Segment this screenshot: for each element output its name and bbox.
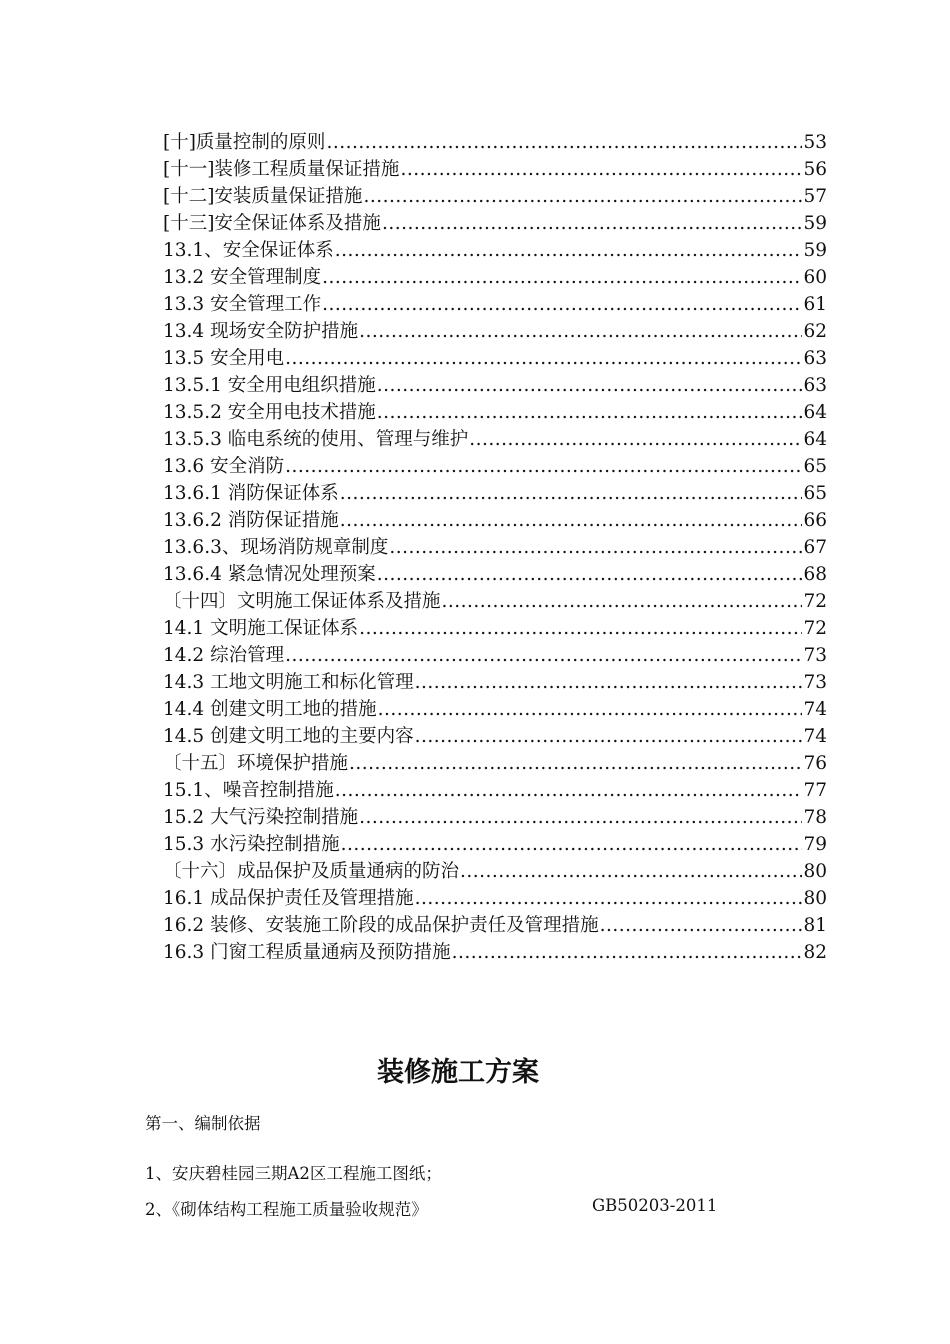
toc-entry-page-number: 72: [803, 591, 827, 612]
toc-entry[interactable]: [163, 399, 827, 426]
toc-entry-title: 14.1 文明施工保证体系: [163, 618, 359, 639]
toc-entry-title: 〔十五〕环境保护措施: [163, 753, 349, 774]
toc-entry-page-number: 56: [803, 159, 827, 180]
toc-entry-title: 13.6.4 紧急情况处理预案: [163, 564, 376, 585]
toc-dot-leader: [415, 885, 803, 912]
toc-entry[interactable]: [163, 723, 827, 750]
toc-entry-page-number: 68: [803, 564, 827, 585]
toc-entry[interactable]: [163, 264, 827, 291]
toc-dot-leader: [377, 372, 803, 399]
toc-entry[interactable]: [163, 885, 827, 912]
toc-entry-title: [十三]安全保证体系及措施: [163, 213, 381, 234]
toc-entry[interactable]: [163, 615, 827, 642]
toc-dot-leader: [377, 399, 803, 426]
toc-entry[interactable]: [163, 480, 827, 507]
toc-entry[interactable]: [163, 426, 827, 453]
toc-entry-title: [十二]安装质量保证措施: [163, 186, 363, 207]
toc-entry-page-number: 61: [803, 294, 827, 315]
toc-entry[interactable]: [163, 453, 827, 480]
toc-dot-leader: [363, 183, 802, 210]
toc-entry[interactable]: [163, 345, 827, 372]
toc-entry[interactable]: [163, 642, 827, 669]
toc-entry-title: 13.6.3、现场消防规章制度: [163, 537, 389, 558]
toc-entry-title: 15.2 大气污染控制措施: [163, 807, 359, 828]
standard-code: GB50203-2011: [592, 1196, 718, 1215]
toc-dot-leader: [469, 426, 802, 453]
toc-entry-title: 15.3 水污染控制措施: [163, 834, 340, 855]
toc-entry[interactable]: [163, 507, 827, 534]
toc-entry-title: 14.5 创建文明工地的主要内容: [163, 726, 414, 747]
toc-entry[interactable]: [163, 534, 827, 561]
toc-dot-leader: [340, 480, 803, 507]
toc-entry-page-number: 59: [803, 213, 827, 234]
toc-entry[interactable]: [163, 210, 827, 237]
toc-entry[interactable]: [163, 858, 827, 885]
toc-dot-leader: [452, 939, 803, 966]
toc-entry-title: 15.1、噪音控制措施: [163, 780, 334, 801]
toc-entry-title: 〔十四〕文明施工保证体系及措施: [163, 591, 441, 612]
toc-dot-leader: [322, 264, 802, 291]
toc-entry-title: 13.5.1 安全用电组织措施: [163, 375, 376, 396]
basis-item: 1、安庆碧桂园三期A2区工程施工图纸；: [145, 1164, 442, 1183]
toc-dot-leader: [326, 129, 802, 156]
toc-entry-page-number: 65: [803, 456, 827, 477]
toc-dot-leader: [322, 291, 802, 318]
toc-entry-title: 16.3 门窗工程质量通病及预防措施: [163, 942, 451, 963]
toc-entry-title: 〔十六〕成品保护及质量通病的防治: [163, 861, 460, 882]
toc-entry-title: [十]质量控制的原则: [163, 132, 326, 153]
toc-entry-page-number: 72: [803, 618, 827, 639]
toc-entry[interactable]: [163, 561, 827, 588]
toc-entry-page-number: 64: [803, 429, 827, 450]
table-of-contents: [163, 129, 827, 966]
toc-entry[interactable]: [163, 291, 827, 318]
toc-entry-page-number: 81: [803, 915, 827, 936]
toc-entry-page-number: 60: [803, 267, 827, 288]
toc-dot-leader: [335, 777, 803, 804]
toc-entry[interactable]: [163, 804, 827, 831]
toc-entry-title: 13.2 安全管理制度: [163, 267, 322, 288]
toc-entry-title: 13.3 安全管理工作: [163, 294, 322, 315]
toc-entry[interactable]: [163, 237, 827, 264]
toc-entry-title: 13.5.2 安全用电技术措施: [163, 402, 376, 423]
toc-entry-page-number: 76: [803, 753, 827, 774]
toc-entry[interactable]: [163, 318, 827, 345]
section-heading: 第一、编制依据: [145, 1114, 261, 1133]
toc-dot-leader: [335, 237, 803, 264]
toc-entry-title: 13.6.2 消防保证措施: [163, 510, 339, 531]
toc-dot-leader: [340, 507, 803, 534]
toc-dot-leader: [415, 723, 803, 750]
toc-entry[interactable]: [163, 588, 827, 615]
toc-dot-leader: [442, 588, 803, 615]
toc-dot-leader: [359, 804, 802, 831]
toc-dot-leader: [415, 669, 803, 696]
toc-entry-title: 13.1、安全保证体系: [163, 240, 334, 261]
toc-entry-page-number: 64: [803, 402, 827, 423]
toc-entry[interactable]: [163, 777, 827, 804]
toc-dot-leader: [600, 912, 803, 939]
toc-entry-page-number: 79: [803, 834, 827, 855]
toc-entry-title: 14.4 创建文明工地的措施: [163, 699, 377, 720]
toc-entry[interactable]: [163, 696, 827, 723]
toc-dot-leader: [285, 345, 802, 372]
toc-entry-page-number: 63: [803, 375, 827, 396]
toc-entry-page-number: 80: [803, 861, 827, 882]
toc-dot-leader: [349, 750, 802, 777]
toc-entry-page-number: 65: [803, 483, 827, 504]
toc-dot-leader: [377, 561, 803, 588]
toc-dot-leader: [400, 156, 802, 183]
toc-entry[interactable]: [163, 831, 827, 858]
toc-entry-page-number: 74: [803, 699, 827, 720]
toc-entry-page-number: 73: [803, 672, 827, 693]
toc-entry-page-number: 80: [803, 888, 827, 909]
toc-entry-title: 13.5 安全用电: [163, 348, 285, 369]
toc-dot-leader: [378, 696, 803, 723]
toc-entry-page-number: 63: [803, 348, 827, 369]
toc-entry-title: 13.5.3 临电系统的使用、管理与维护: [163, 429, 469, 450]
toc-entry-page-number: 66: [803, 510, 827, 531]
toc-entry-page-number: 59: [803, 240, 827, 261]
toc-dot-leader: [341, 831, 803, 858]
toc-dot-leader: [285, 453, 802, 480]
toc-dot-leader: [359, 318, 802, 345]
toc-entry[interactable]: [163, 669, 827, 696]
toc-entry-page-number: 77: [803, 780, 827, 801]
toc-entry-page-number: 53: [803, 132, 827, 153]
toc-entry-title: 16.2 装修、安装施工阶段的成品保护责任及管理措施: [163, 915, 599, 936]
toc-entry[interactable]: [163, 156, 827, 183]
toc-dot-leader: [285, 642, 802, 669]
toc-entry-page-number: 57: [803, 186, 827, 207]
document-title: 装修施工方案: [377, 1057, 539, 1088]
toc-entry[interactable]: [163, 939, 827, 966]
toc-entry[interactable]: [163, 129, 827, 156]
toc-entry-title: 13.6.1 消防保证体系: [163, 483, 339, 504]
toc-entry-title: 14.3 工地文明施工和标化管理: [163, 672, 414, 693]
toc-entry[interactable]: [163, 750, 827, 777]
toc-entry-title: 16.1 成品保护责任及管理措施: [163, 888, 414, 909]
toc-entry[interactable]: [163, 372, 827, 399]
toc-entry-page-number: 62: [803, 321, 827, 342]
toc-entry[interactable]: [163, 912, 827, 939]
toc-entry[interactable]: [163, 183, 827, 210]
toc-dot-leader: [460, 858, 802, 885]
toc-entry-title: [十一]装修工程质量保证措施: [163, 159, 400, 180]
toc-dot-leader: [359, 615, 802, 642]
toc-entry-page-number: 67: [803, 537, 827, 558]
toc-dot-leader: [389, 534, 802, 561]
toc-entry-page-number: 74: [803, 726, 827, 747]
toc-entry-title: 13.4 现场安全防护措施: [163, 321, 359, 342]
basis-item: 2、《砌体结构工程施工质量验收规范》: [145, 1200, 428, 1219]
toc-entry-page-number: 82: [803, 942, 827, 963]
toc-entry-title: 14.2 综治管理: [163, 645, 285, 666]
toc-dot-leader: [382, 210, 803, 237]
toc-entry-page-number: 73: [803, 645, 827, 666]
toc-entry-title: 13.6 安全消防: [163, 456, 285, 477]
toc-entry-page-number: 78: [803, 807, 827, 828]
